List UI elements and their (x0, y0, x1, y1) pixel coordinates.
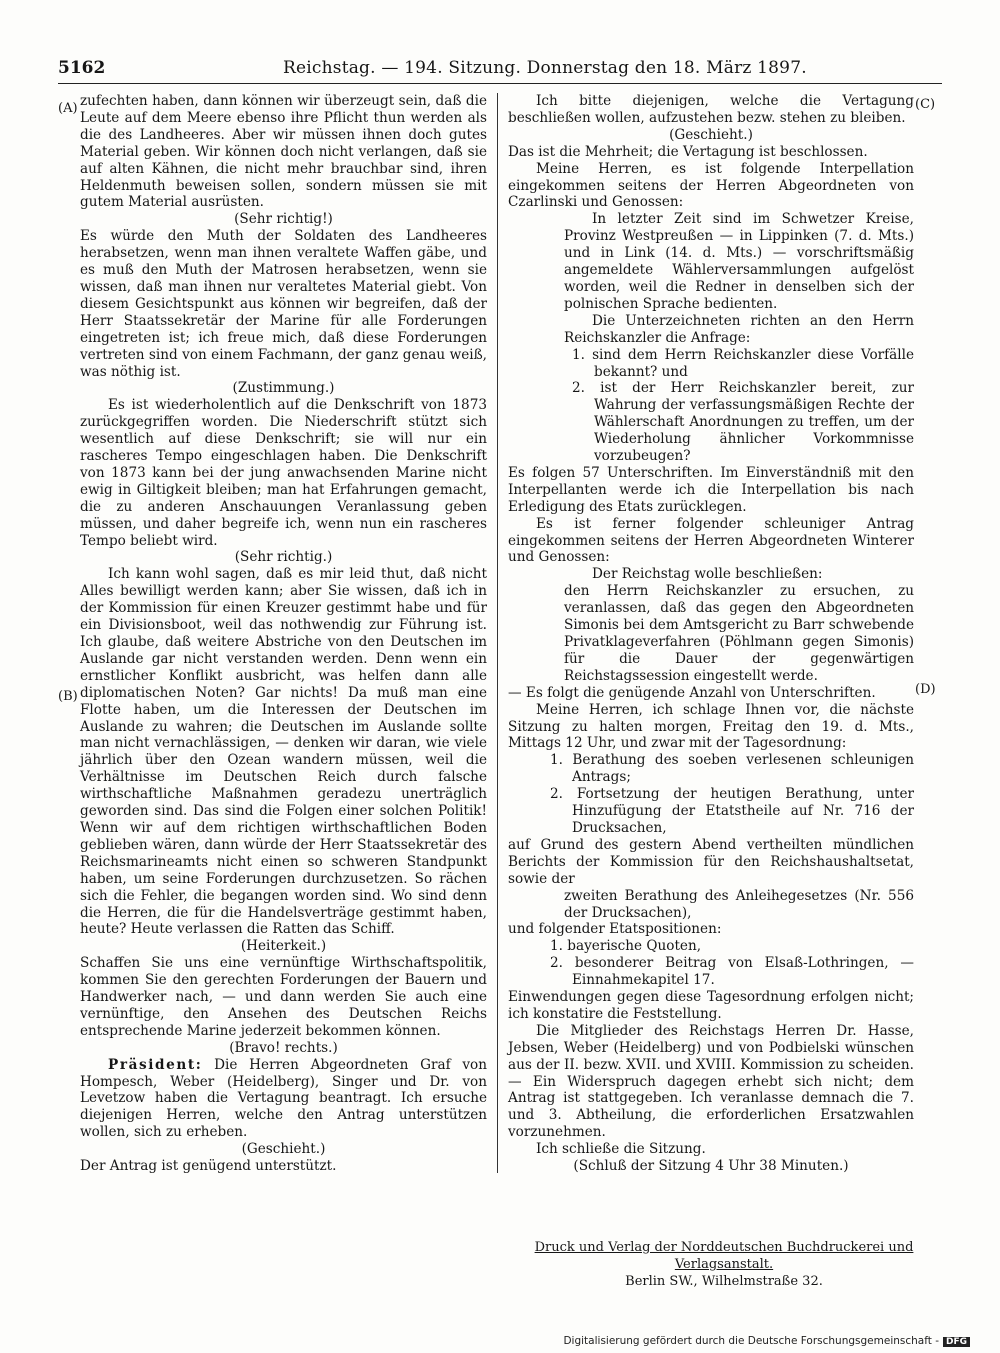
running-header (58, 58, 942, 82)
margin-mark-d: (D) (915, 682, 936, 697)
paragraph: zufechten haben, dann können wir überzeugt sein, daß die Leute auf dem Meere ebenso ihre Pflicht thun werden als die des Landheeres. Aber wir müssen ihnen doch gutes Material geben. Wir können doch nicht verlangen, daß sie auf alten Kähnen, die nicht mehr brauchbar sind, ihren Heldenmuth beweisen sollen, sondern müssen sie mit gutem Material ausrüsten. (80, 93, 487, 211)
agenda-item: 1. bayerische Quoten, (550, 938, 702, 955)
digitization-note (563, 1335, 970, 1347)
interpellation-text: Die Unterzeichneten richten an den Herrn Reichskanzler die Anfrage: (564, 312, 914, 346)
paragraph: auf Grund des gestern Abend vertheilten mündlichen Berichts der Kommission für den Reichshaushaltsetat, sowie der (508, 836, 914, 887)
paragraph: Das ist die Mehrheit; die Vertagung ist beschlossen. (508, 143, 868, 160)
motion-heading: Der Reichstag wolle beschließen: (592, 566, 823, 583)
margin-mark-b: (B) (58, 689, 78, 704)
paragraph: Ich bitte diejenigen, welche die Vertagung beschließen wollen, aufzustehen bezw. stehen zu bleiben. (508, 93, 914, 126)
paragraph: Es folgen 57 Unterschriften. Im Einverständniß mit den Interpellanten werde ich die Interpellation bis nach Erledigung des Etats zurücklegen. (508, 464, 914, 515)
reaction: (Sehr richtig.) (234, 549, 333, 566)
dfg-logo: DFG (943, 1337, 970, 1347)
paragraph: Es ist wiederholentlich auf die Denkschrift von 1873 zurückgegriffen worden. Die Niederschrift stützt sich wesentlich auf diese Denkschrift; sie will nur ein rascheres Tempo eingeschlagen haben. Die Denkschrift von 1873 kann bei der jung anwachsenden Marine nicht ewig in Giltigkeit bleiben; man hat Erfahrungen gemacht, die zu anderen Anschauungen Veranlassung geben müssen, und daher begreife ich, wenn nun ein rascheres Tempo beliebt wird. (80, 397, 487, 549)
header-rule (58, 83, 942, 84)
list-item: 1. sind dem Herrn Reichskanzler diese Vorfälle bekannt? und (572, 346, 914, 380)
imprint-line: Berlin SW., Wilhelmstraße 32. (625, 1274, 823, 1289)
speaker-label: Präsident: (108, 1056, 203, 1073)
closing-note: (Schluß der Sitzung 4 Uhr 38 Minuten.) (573, 1158, 849, 1175)
right-column (508, 93, 914, 1178)
paragraph: Schaffen Sie uns eine vernünftige Wirthschaftspolitik, kommen Sie den gerechten Forderungen der Bauern und Handwerker nach, — und dann werden Sie auch eine vernünftige, den Ansehen des Deutschen Reichs entsprechende Marine jederzeit bekommen können. (80, 955, 487, 1039)
paragraph: Einwendungen gegen diese Tagesordnung erfolgen nicht; ich konstatire die Feststellung. (508, 989, 914, 1022)
page-number: 5162 (58, 58, 106, 78)
reaction: (Heiterkeit.) (240, 938, 327, 955)
digitization-text: Digitalisierung gefördert durch die Deutsche Forschungsgemeinschaft - (563, 1335, 939, 1347)
paragraph: Ich kann wohl sagen, daß es mir leid thut, daß nicht Alles bewilligt werden kann; aber Sie wissen, daß ich in der Kommission für einen Kreuzer gestimmt habe und für ein Divisionsboot, weil das nothwendig zur Führung ist. Ich glaube, daß weitere Abstriche von den Deutschen im Auslande gar nicht verstanden werden. Denn wenn ein ernstlicher Konflikt ausbricht, was helfen dann alle diplomatischen Noten? Gar nichts! Da muß man eine Flotte haben, um die Interessen der Deutschen im Auslande zu wahren; die Deutschen im Auslande sollte man nicht vernachlässigen, — denken wir daran, wie viele jährlich über den Ozean wandern müssen, weil die Verhältnisse im Deutschen Reich durch falsche wirthschaftliche Maßnahmen geradezu unerträglich geworden sind. Das sind die Folgen einer solchen Politik! Wenn wir auf dem richtigen wirthschaftlichen Boden geblieben wären, dann würde der Herr Staatssekretär des Reichsmarineamts nicht einen so schweren Standpunkt haben, um seine Forderungen durchzusetzen. So rächen sich die Fehler, die begangen worden sind. Wo sind denn die Herren, die für die Handelsverträge gestimmt haben, heute? Heute verlassen die Ratten das Schiff. (80, 566, 487, 938)
reaction: (Zustimmung.) (232, 380, 335, 397)
agenda-item: 1. Berathung des soeben verlesenen schleunigen Antrags; (550, 752, 914, 786)
agenda-item: 2. besonderer Beitrag von Elsaß-Lothringen, — Einnahmekapitel 17. (550, 955, 914, 989)
reaction: (Bravo! rechts.) (229, 1039, 338, 1056)
margin-mark-c: (C) (915, 97, 936, 112)
interpellation-text: In letzter Zeit sind im Schwetzer Kreise, Provinz Westpreußen — in Lippinken (7. d. Mts.) und in Link (14. d. Mts.) — vorschriftsmäßig angemeldete Wählerversammlungen aufgelöst worden, weil die Redner in denselben sich der polnischen Sprache bedienten. (564, 211, 914, 312)
paragraph: Ich schließe die Sitzung. (536, 1141, 706, 1158)
reaction: (Geschieht.) (241, 1141, 326, 1158)
column-divider (497, 93, 498, 1173)
imprint-line: Druck und Verlag der Norddeutschen Buchdruckerei und Verlagsanstalt. (534, 1240, 914, 1272)
paragraph: Es ist ferner folgender schleuniger Antrag eingekommen seitens der Herren Abgeordneten Winterer und Genossen: (508, 515, 914, 566)
margin-mark-a: (A) (58, 101, 78, 116)
speaker-paragraph (80, 1057, 487, 1142)
agenda-item: 2. Fortsetzung der heutigen Berathung, unter Hinzufügung der Etatstheile auf Nr. 716 der Drucksachen, (550, 786, 914, 836)
list-item: 2. ist der Herr Reichskanzler bereit, zur Wahrung der verfassungsmäßigen Rechte der Wählerschaft Anordnungen zu treffen, um der Wiederholung ähnlicher Vorkommnisse vorzubeugen? (572, 380, 914, 465)
speaker-text: Die Herren Abgeordneten Graf von Hompesch, Weber (Heidelberg), Singer und Dr. von Levetzow haben die Vertagung beantragt. Ich ersuche diejenigen Herren, welche den Antrag unterstützen wollen, sich zu erheben. (80, 1056, 487, 1141)
reaction: (Geschieht.) (669, 126, 753, 143)
paragraph: Es würde den Muth der Soldaten des Landheeres herabsetzen, wenn man ihnen veraltete Waffen gäbe, und es muß den Muth der Matrosen herabsetzen, wenn sie wissen, daß man ihnen nur veraltetes Material giebt. Von diesem Gesichtspunkt aus können wir begreifen, daß der Herr Staatssekretär der Marine für alle Forderungen eingetreten ist; ich freue mich, daß diese Forderungen vertreten sind von einem Fachmann, der ganz genau weiß, was nöthig ist. (80, 228, 487, 380)
paragraph: Meine Herren, es ist folgende Interpellation eingekommen seitens der Herren Abgeordneten von Czarlinski und Genossen: (508, 160, 914, 211)
reaction: (Sehr richtig!) (234, 211, 333, 228)
paragraph: zweiten Berathung des Anleihegesetzes (Nr. 556 der Drucksachen), (564, 887, 914, 921)
paragraph: und folgender Etatspositionen: (508, 921, 722, 938)
paragraph: Der Antrag ist genügend unterstützt. (80, 1158, 337, 1175)
paragraph: Die Mitglieder des Reichstags Herren Dr. Hasse, Jebsen, Weber (Heidelberg) und von Podbielski wünschen aus der II. bezw. XVII. und XVIII. Kommission zu scheiden. — Ein Widerspruch dagegen erhebt sich nicht; dem Antrag ist stattgegeben. Ich veranlasse demnach die 7. und 3. Abtheilung, die erforderlichen Ersatzwahlen vorzunehmen. (508, 1022, 914, 1141)
running-title: Reichstag. — 194. Sitzung. Donnerstag den 18. März 1897. (283, 58, 807, 78)
imprint (508, 1239, 940, 1290)
left-column (80, 93, 487, 1183)
paragraph: Meine Herren, ich schlage Ihnen vor, die nächste Sitzung zu halten morgen, Freitag den 19. d. Mts., Mittags 12 Uhr, und zwar mit der Tagesordnung: (508, 701, 914, 752)
motion-text: den Herrn Reichskanzler zu ersuchen, zu veranlassen, daß das gegen den Abgeordneten Simonis bei dem Amtsgericht zu Barr schwebende Privatklageverfahren (Pöhlmann gegen Simonis) für die Dauer der gegenwärtigen Reichstagssession eingestellt werde. (564, 583, 914, 684)
paragraph: — Es folgt die genügende Anzahl von Unterschriften. (508, 684, 876, 701)
